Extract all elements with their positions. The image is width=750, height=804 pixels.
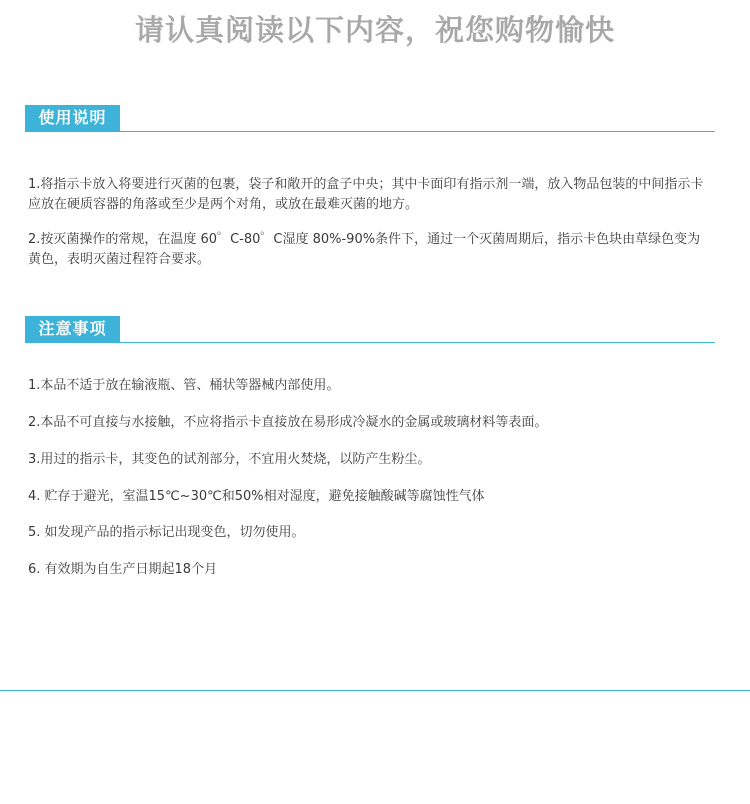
notes-item-2: 2.本品不可直接与水接触，不应将指示卡直接放在易形成冷凝水的金属或玻璃材料等表面。: [28, 415, 548, 430]
usage-paragraph-1: 1.将指示卡放入将要进行灭菌的包裹，袋子和敞开的盒子中央；其中卡面印有指示剂一端，放入物品包装的中间指示卡应放在硬质容器的角落或至少是两个对角，或放在最难灭菌的地方。: [28, 177, 704, 212]
footer-divider: [0, 690, 750, 691]
usage-section-header: [25, 105, 715, 132]
notes-item-4: 4. 贮存于避光，室温15℃~30℃和50%相对湿度，避免接触酸碱等腐蚀性气体: [28, 489, 485, 504]
notes-section-header: [25, 316, 715, 343]
usage-section-label: 使用说明: [25, 105, 120, 131]
notes-section-label: 注意事项: [25, 316, 120, 342]
notes-item-6: 6. 有效期为自生产日期起18个月: [28, 562, 218, 577]
notes-item-1: 1.本品不适于放在输液瓶、管、桶状等器械内部使用。: [28, 378, 340, 393]
page-banner-title: 请认真阅读以下内容，祝您购物愉快: [134, 13, 615, 47]
notes-item-3: 3.用过的指示卡，其变色的试剂部分，不宜用火焚烧，以防产生粉尘。: [28, 452, 431, 467]
usage-paragraph-2: 2.按灭菌操作的常规，在温度 60゜C-80゜C湿度 80%-90%条件下，通过一个灭菌周期后，指示卡色块由草绿色变为黄色，表明灭菌过程符合要求。: [28, 232, 701, 267]
notes-item-5: 5. 如发现产品的指示标记出现变色，切勿使用。: [28, 525, 305, 540]
